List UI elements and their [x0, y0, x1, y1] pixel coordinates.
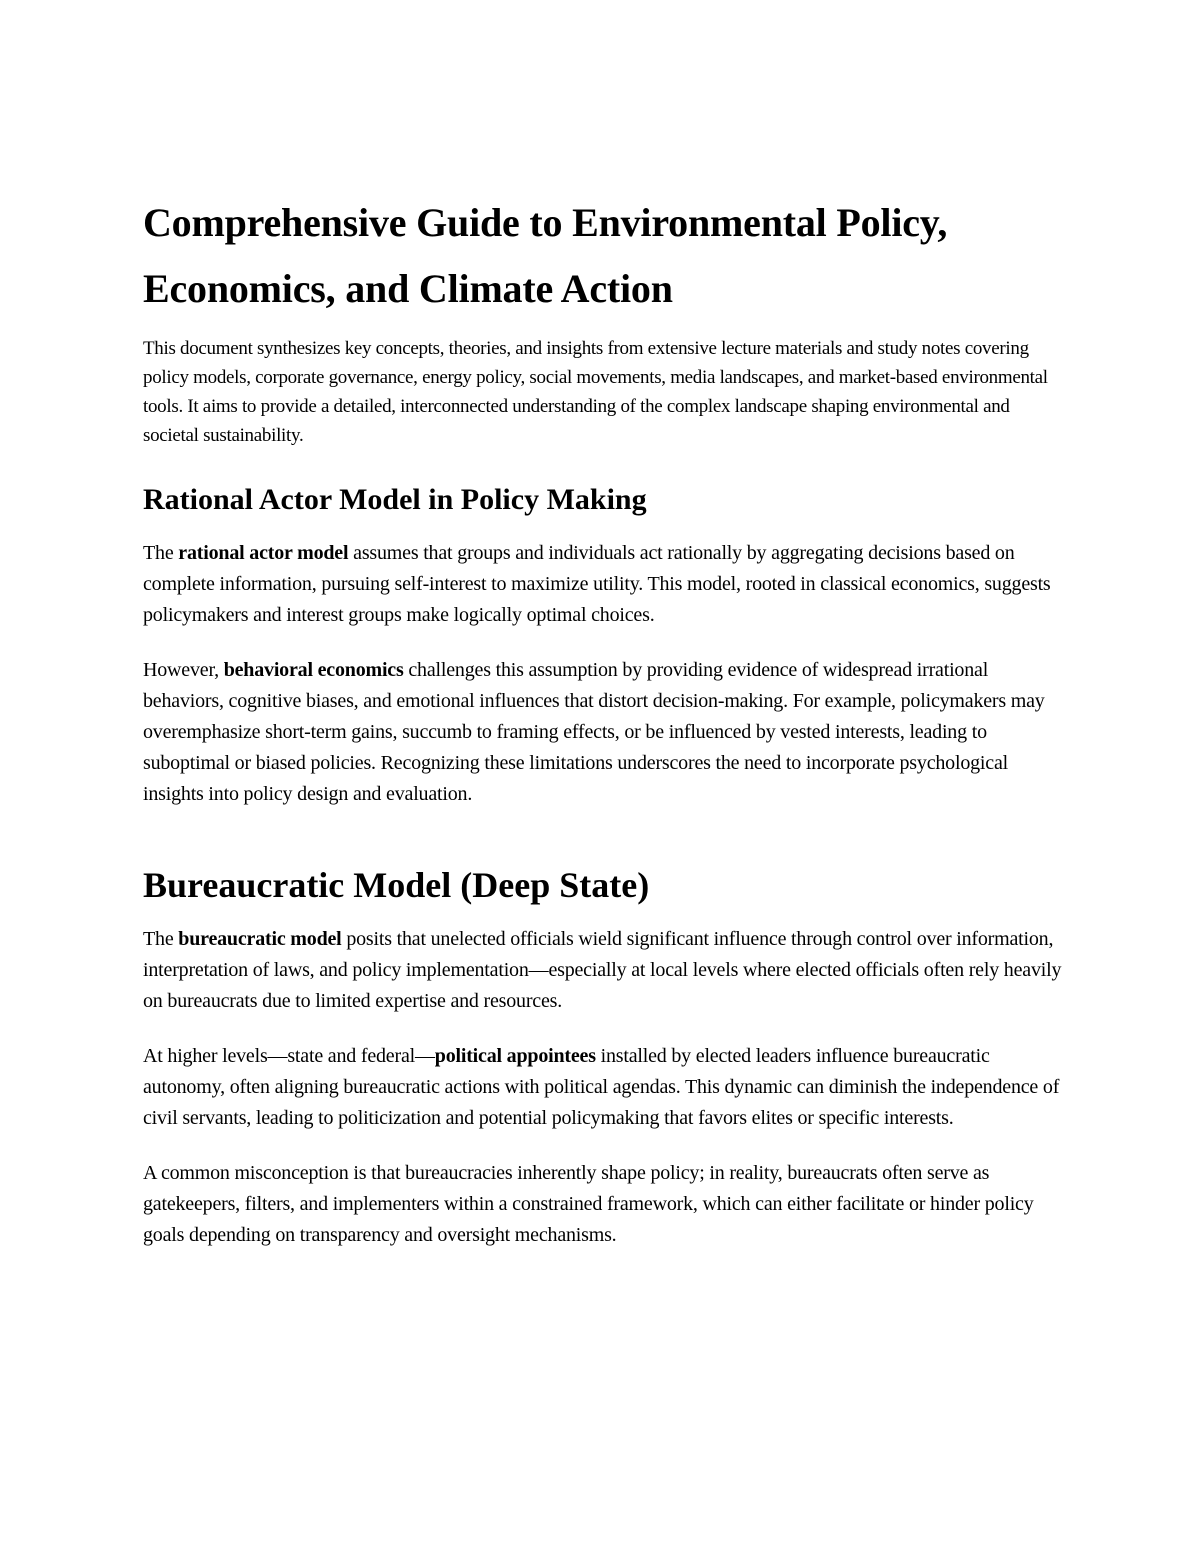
section-heading-rational-actor: Rational Actor Model in Policy Making: [143, 483, 647, 516]
rational-paragraph-1: [143, 538, 1063, 631]
section-heading-bureaucratic: Bureaucratic Model (Deep State): [143, 865, 650, 905]
bureaucratic-paragraph-1: [143, 924, 1063, 1017]
text-segment: The: [143, 928, 179, 950]
bold-term: rational actor model: [178, 542, 349, 564]
bold-term: bureaucratic model: [178, 928, 342, 950]
text-segment: posits that unelected officials wield significant influence through control over information, interpretation of laws, and policy implementation—especially at local levels where elected officials often rely heavily on bureaucrats due to limited expertise and resources.: [143, 928, 1062, 1012]
document-page: [143, 190, 1063, 1275]
bold-term: behavioral economics: [223, 659, 404, 681]
intro-paragraph: This document synthesizes key concepts, theories, and insights from extensive lecture materials and study notes covering policy models, corporate governance, energy policy, social movements, media landscapes, and market-based environmental tools. It aims to provide a detailed, interconnected understanding of the complex landscape shaping environmental and societal sustainability.: [143, 338, 1048, 446]
bureaucratic-paragraph-3: A common misconception is that bureaucracies inherently shape policy; in reality, bureaucrats often serve as gatekeepers, filters, and implementers within a constrained framework, which can either facilitate or hinder policy goals depending on transparency and oversight mechanisms.: [143, 1162, 1034, 1246]
text-segment: challenges this assumption by providing evidence of widespread irrational behaviors, cognitive biases, and emotional influences that distort decision-making. For example, policymakers may overemphasize short-term gains, succumb to framing effects, or be influenced by vested interests, leading to suboptimal or biased policies. Recognizing these limitations underscores the need to incorporate psychological insights into policy design and evaluation.: [143, 659, 1045, 805]
rational-paragraph-2: [143, 655, 1063, 810]
bold-term: political appointees: [434, 1045, 596, 1067]
text-segment: However,: [143, 659, 224, 681]
document-title: Comprehensive Guide to Environmental Policy, Economics, and Climate Action: [143, 200, 948, 311]
text-segment: installed by elected leaders influence bureaucratic autonomy, often aligning bureaucratic actions with political agendas. This dynamic can diminish the independence of civil servants, leading to politicization and potential policymaking that favors elites or specific interests.: [143, 1045, 1060, 1129]
text-segment: The: [143, 542, 179, 564]
text-segment: assumes that groups and individuals act rationally by aggregating decisions based on complete information, pursuing self-interest to maximize utility. This model, rooted in classical economics, suggests policymakers and interest groups make logically optimal choices.: [143, 542, 1051, 626]
bureaucratic-paragraph-2: [143, 1041, 1063, 1134]
text-segment: At higher levels—state and federal—: [143, 1045, 435, 1067]
